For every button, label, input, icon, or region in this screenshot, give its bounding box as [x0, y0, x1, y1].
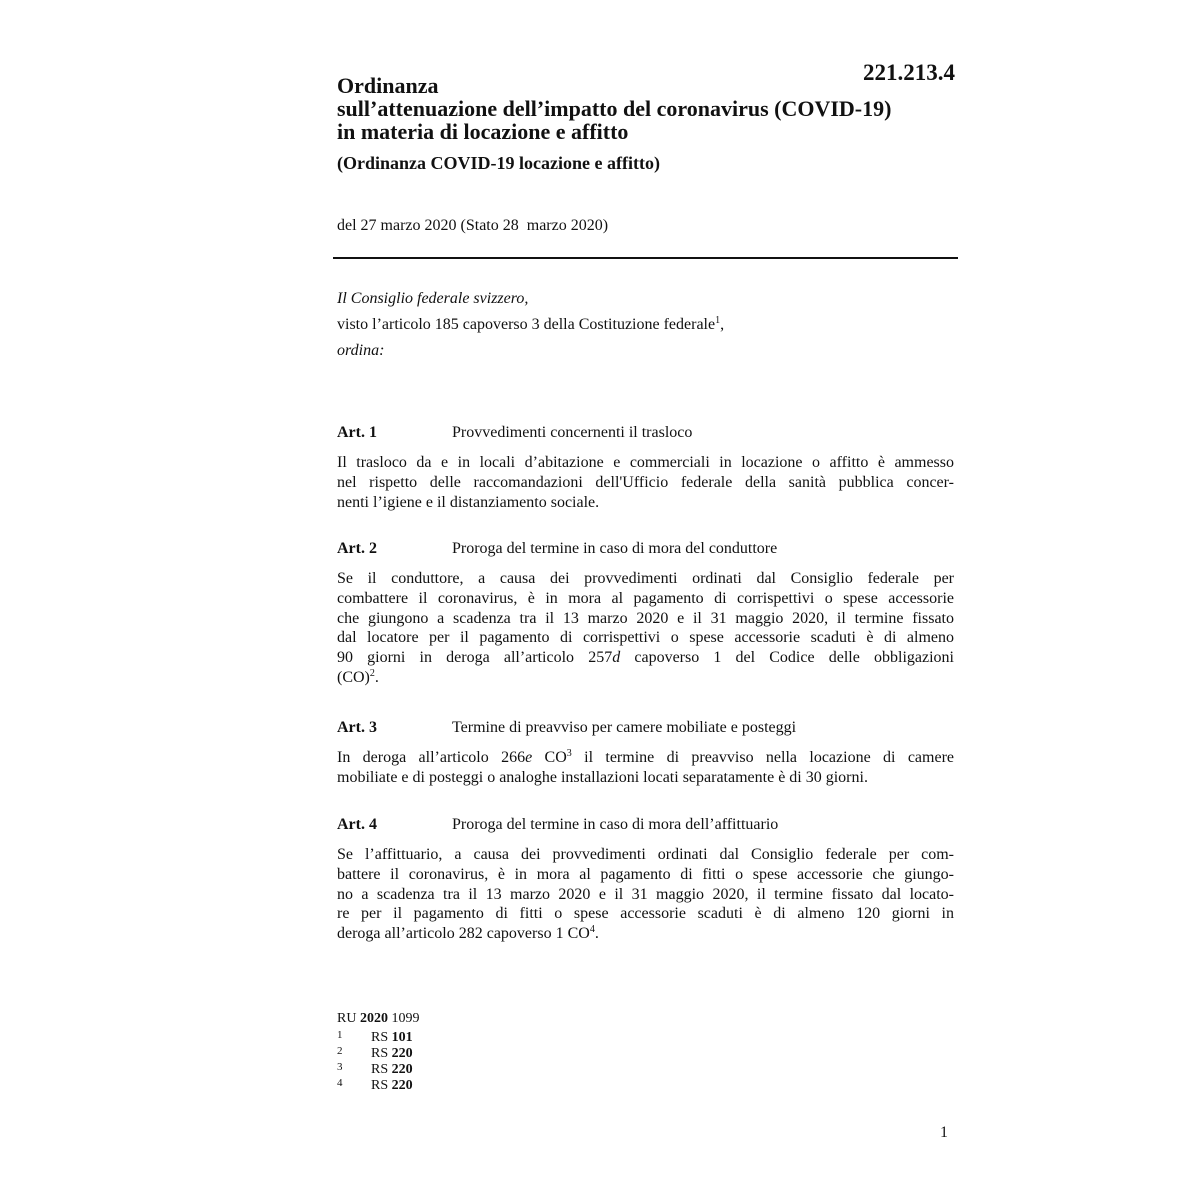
title-line: sull’attenuazione dell’impatto del coronavirus (COVID-19) [337, 96, 892, 121]
article-number: Art. 1 [337, 424, 377, 441]
article [337, 719, 954, 788]
text-segment: capoverso 1 del Codice delle obbligazioni [620, 649, 954, 667]
preamble-basis [337, 312, 724, 338]
article-number: Art. 4 [337, 816, 377, 833]
text-segment: che giungono a scadenza tra il 13 marzo 2020 e il 31 maggio 2020, il termine fissato [337, 609, 954, 627]
text-line [337, 748, 954, 768]
footnote-prefix: RS [371, 1062, 392, 1077]
footnote-rs-number: 101 [391, 1030, 413, 1045]
short-title: (Ordinanza COVID-19 locazione e affitto) [337, 153, 660, 173]
preamble-basis-text: visto l’articolo 185 capoverso 3 della Costituzione federale [337, 316, 716, 333]
text-line [337, 885, 954, 905]
footnote [337, 1078, 419, 1094]
text-line [337, 628, 954, 648]
italic-letter: e [525, 749, 533, 766]
title-line: Ordinanza [337, 73, 439, 98]
article-body [337, 569, 954, 688]
article-body [337, 453, 954, 512]
article-heading [337, 424, 954, 444]
text-line [337, 648, 954, 668]
header-rule [333, 257, 958, 259]
article [337, 540, 954, 688]
text-segment: battere il coronavirus, è in mora al pagamento di fitti o spese accessorie che giungo- [337, 865, 954, 883]
text-segment: combattere il coronavirus, è in mora al pagamento di corrispettivi o spese accessorie [337, 589, 954, 607]
text-segment: dal locatore per il pagamento di corrispettivi o spese accessorie scaduti è di almeno [337, 629, 954, 647]
ru-year: 2020 [359, 1011, 388, 1026]
article [337, 424, 954, 512]
article-heading [337, 719, 954, 739]
footnote-text [371, 1062, 413, 1078]
text-segment: . [594, 925, 599, 943]
preamble [337, 286, 724, 364]
article-title: Termine di preavviso per camere mobiliate e posteggi [452, 719, 797, 736]
text-segment: no a scadenza tra il 13 marzo 2020 e il 31 maggio 2020, il termine fissato dal locato- [337, 885, 954, 903]
footnote-rs-number: 220 [391, 1078, 413, 1093]
text-segment: mobiliate e di posteggi o analoghe installazioni locati separatamente è di 30 giorni. [337, 768, 868, 786]
text-line [337, 493, 954, 513]
text-segment: 90 giorni in deroga all’articolo 257 [337, 649, 613, 667]
ru-reference [337, 1011, 419, 1027]
footnote-ref[interactable]: 3 [566, 748, 572, 759]
footnote-ref[interactable]: 2 [369, 667, 375, 679]
footnote-prefix: RS [371, 1030, 392, 1045]
text-line [337, 924, 954, 944]
document-date: del 27 marzo 2020 (Stato 28 marzo 2020) [337, 217, 609, 234]
footnotes [337, 1011, 419, 1094]
text-line [337, 589, 954, 609]
article-body [337, 845, 954, 944]
text-line [337, 865, 954, 885]
footnote-text [371, 1030, 413, 1046]
text-line [337, 453, 954, 473]
text-line [337, 668, 954, 688]
footnote-number: 2 [337, 1045, 343, 1057]
article-heading [337, 816, 954, 836]
document-title [337, 74, 891, 143]
text-segment: Il trasloco da e in locali d’abitazione e commerciali in locazione o affitto è ammesso [337, 454, 954, 471]
ru-prefix: RU [337, 1011, 360, 1026]
preamble-authority: Il Consiglio federale svizzero, [337, 290, 529, 307]
article-body [337, 748, 954, 788]
text-line [337, 904, 954, 924]
footnote-prefix: RS [371, 1078, 392, 1093]
footnote-number: 4 [337, 1077, 343, 1089]
text-segment: nel rispetto delle raccomandazioni dell'Ufficio federale della sanità pubblica concer- [337, 473, 954, 491]
text-segment: CO [532, 749, 567, 766]
preamble-ordains: ordina: [337, 342, 385, 359]
text-segment: Se l’affittuario, a causa dei provvedimenti ordinati dal Consiglio federale per com- [337, 846, 954, 863]
footnote-prefix: RS [371, 1046, 392, 1061]
footnote-number: 1 [337, 1029, 343, 1041]
article [337, 816, 954, 944]
article-title: Proroga del termine in caso di mora del conduttore [452, 540, 778, 557]
article-number: Art. 2 [337, 540, 377, 557]
footnote-number: 3 [337, 1061, 343, 1073]
article-title: Provvedimenti concernenti il trasloco [452, 424, 693, 441]
text-line [337, 768, 954, 788]
footnote-text [371, 1046, 413, 1062]
text-segment: deroga all’articolo 282 capoverso 1 CO [337, 925, 590, 943]
article-number: Art. 3 [337, 719, 377, 736]
title-line: in materia di locazione e affitto [337, 119, 629, 144]
text-line [337, 473, 954, 493]
footnote-rs-number: 220 [391, 1062, 413, 1077]
page-number: 1 [940, 1124, 948, 1141]
text-line [337, 609, 954, 629]
sr-number: 221.213.4 [863, 60, 955, 85]
text-segment: . [374, 668, 379, 686]
text-segment: (CO) [337, 668, 370, 686]
text-segment: il termine di preavviso nella locazione di camere [571, 749, 954, 766]
text-segment: nenti l’igiene e il distanziamento sociale. [337, 493, 600, 511]
footnote-text [371, 1078, 413, 1094]
article-heading [337, 540, 954, 560]
italic-letter: d [612, 649, 621, 667]
footnote-ref[interactable]: 4 [589, 924, 595, 936]
text-segment: Se il conduttore, a causa dei provvedimenti ordinati dal Consiglio federale per [337, 570, 954, 587]
ru-page: 1099 [387, 1011, 420, 1026]
text-segment: In deroga all’articolo 266 [337, 749, 526, 766]
text-line [337, 845, 954, 865]
article-title: Proroga del termine in caso di mora dell’affittuario [452, 816, 779, 833]
preamble-basis-end: , [720, 316, 725, 333]
text-line [337, 569, 954, 589]
footnote-ref[interactable]: 1 [715, 315, 721, 326]
text-segment: re per il pagamento di fitti o spese accessorie scaduti è di almeno 120 giorni in [337, 905, 954, 923]
footnote-rs-number: 220 [391, 1046, 413, 1061]
